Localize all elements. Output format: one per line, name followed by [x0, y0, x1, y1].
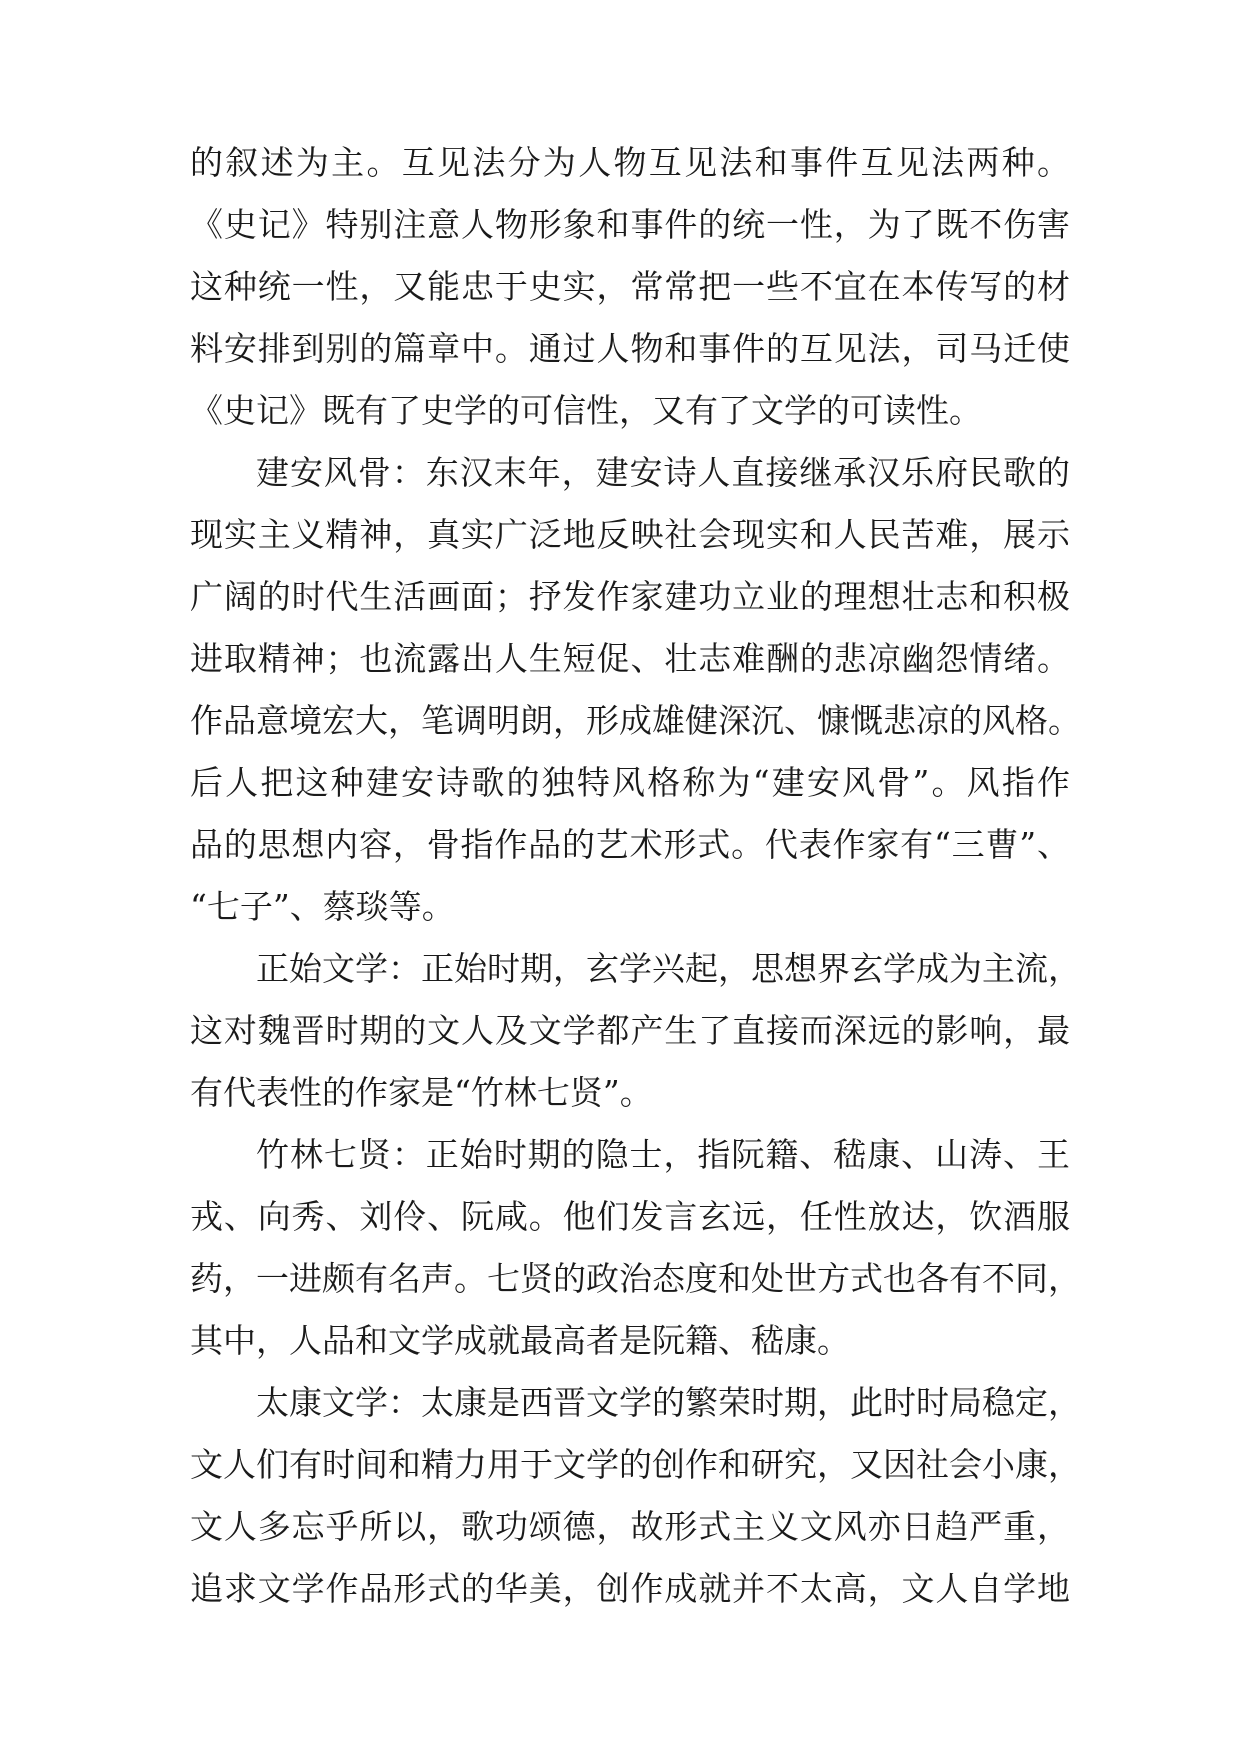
text-line: “七子”、蔡琰等。 [190, 887, 455, 926]
text-line: 进取精神；也流露出人生短促、壮志难酬的悲凉幽怨情绪。 [190, 639, 1070, 678]
paragraph-first-line: 正始文学：正始时期，玄学兴起，思想界玄学成为主流， [256, 949, 1081, 988]
text-line: 其中，人品和文学成就最高者是阮籍、嵇康。 [190, 1321, 850, 1360]
text-line: 文人多忘乎所以，歌功颂德，故形式主义文风亦日趋严重， [190, 1507, 1070, 1546]
text-line: 的叙述为主。互见法分为人物互见法和事件互见法两种。 [190, 143, 1070, 182]
paragraph-first-line: 竹林七贤：正始时期的隐士，指阮籍、嵇康、山涛、王 [256, 1135, 1070, 1174]
text-line: 这种统一性，又能忠于史实，常常把一些不宜在本传写的材 [190, 267, 1070, 306]
text-line: 《史记》特别注意人物形象和事件的统一性，为了既不伤害 [190, 205, 1070, 244]
text-line: 药，一进颇有名声。七贤的政治态度和处世方式也各有不同， [190, 1259, 1081, 1298]
text-line: 戎、向秀、刘伶、阮咸。他们发言玄远，任性放达，饮酒服 [190, 1197, 1070, 1236]
text-line: 品的思想内容，骨指作品的艺术形式。代表作家有“三曹”、 [190, 825, 1070, 864]
text-line: 追求文学作品形式的华美，创作成就并不太高，文人自学地 [190, 1569, 1070, 1608]
text-line: 后人把这种建安诗歌的独特风格称为“建安风骨”。风指作 [190, 763, 1070, 802]
text-line: 有代表性的作家是“竹林七贤”。 [190, 1073, 653, 1112]
text-line: 广阔的时代生活画面；抒发作家建功立业的理想壮志和积极 [190, 577, 1070, 616]
text-line: 作品意境宏大，笔调明朗，形成雄健深沉、慷慨悲凉的风格。 [190, 701, 1081, 740]
text-line: 现实主义精神，真实广泛地反映社会现实和人民苦难，展示 [190, 515, 1070, 554]
text-line: 文人们有时间和精力用于文学的创作和研究，又因社会小康， [190, 1445, 1081, 1484]
text-line: 《史记》既有了史学的可信性，又有了文学的可读性。 [190, 391, 982, 430]
paragraph-first-line: 建安风骨：东汉末年，建安诗人直接继承汉乐府民歌的 [256, 453, 1070, 492]
text-line: 料安排到别的篇章中。通过人物和事件的互见法，司马迁使 [190, 329, 1070, 368]
text-line: 这对魏晋时期的文人及文学都产生了直接而深远的影响，最 [190, 1011, 1070, 1050]
paragraph-first-line: 太康文学：太康是西晋文学的繁荣时期，此时时局稳定， [256, 1383, 1081, 1422]
